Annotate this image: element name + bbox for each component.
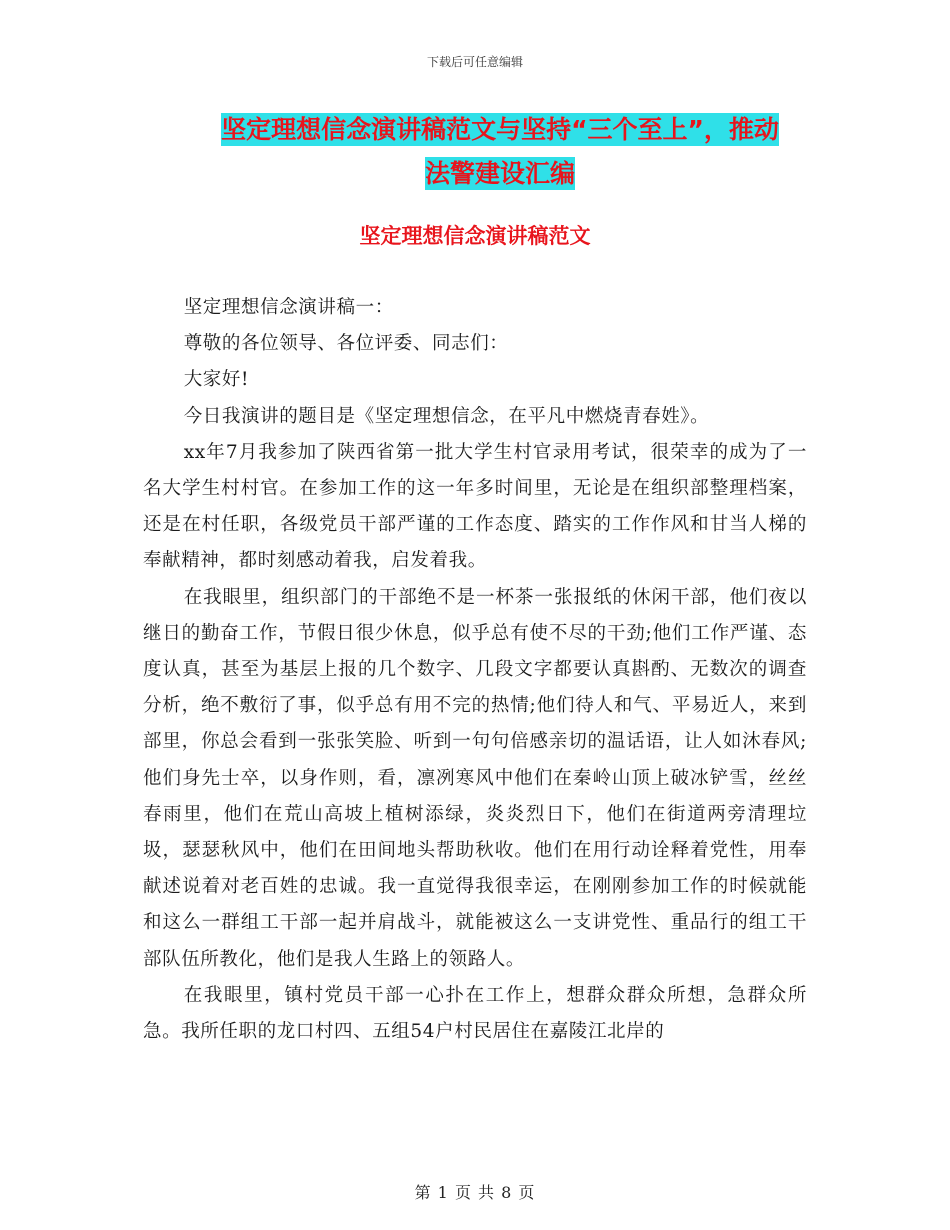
document-title: [140, 108, 860, 196]
download-note: 下载后可任意编辑: [426, 55, 523, 69]
page-number: 第 1 页 共 8 页: [414, 1183, 536, 1202]
paragraph: 坚定理想信念演讲稿一：: [183, 297, 394, 318]
paragraph: 今日我演讲的题目是《坚定理想信念，在平凡中燃烧青春姓》。: [183, 405, 710, 427]
section-title: 坚定理想信念演讲稿范文: [359, 224, 591, 248]
paragraph: 尊敬的各位领导、各位评委、同志们：: [183, 333, 509, 355]
paragraph: 在我眼里，镇村党员干部一心扑在工作上，想群众群众所想，急群众所急。我所任职的龙口村四、五组54户村民居住在嘉陵江北岸的: [143, 984, 807, 1043]
paragraph: 在我眼里，组织部门的干部绝不是一杯茶一张报纸的休闲干部，他们夜以继日的勤奋工作，节假日很少休息，似乎总有使不尽的干劲;他们工作严谨、态度认真，甚至为基层上报的几个数字、几段文字都要认真斟酌、无数次的调查分析，绝不敷衍了事，似乎总有用不完的热情;他们待人和气、平易近人，来到部里，你总会看到一张张笑脸、听到一句句倍感亲切的温话语，让人如沐春风;他们身先士卒，以身作则，看，凛冽寒风中他们在秦岭山顶上破冰铲雪，丝丝春雨里，他们在荒山高坡上植树添绿，炎炎烈日下，他们在街道两旁清理垃圾，瑟瑟秋风中，他们在田间地头帮助秋收。他们在用行动诠释着党性，用奉献述说着对老百姓的忠诚。我一直觉得我很幸运，在刚刚参加工作的时候就能和这么一群组工干部一起并肩战斗，就能被这么一支讲党性、重品行的组工干部队伍所教化，他们是我人生路上的领路人。: [143, 586, 807, 970]
title-line-2: 法警建设汇编: [424, 159, 575, 188]
title-line-1: 坚定理想信念演讲稿范文与坚持“三个至上”，推动: [221, 115, 779, 144]
paragraph: 大家好!: [183, 369, 250, 391]
paragraph: xx年7月我参加了陕西省第一批大学生村官录用考试，很荣幸的成为了一名大学生村村官。在参加工作的这一年多时间里，无论是在组织部整理档案，还是在村任职，各级党员干部严谨的工作态度、踏实的工作作风和甘当人梯的奉献精神，都时刻感动着我，启发着我。: [143, 441, 807, 572]
body-text: [143, 290, 807, 1050]
